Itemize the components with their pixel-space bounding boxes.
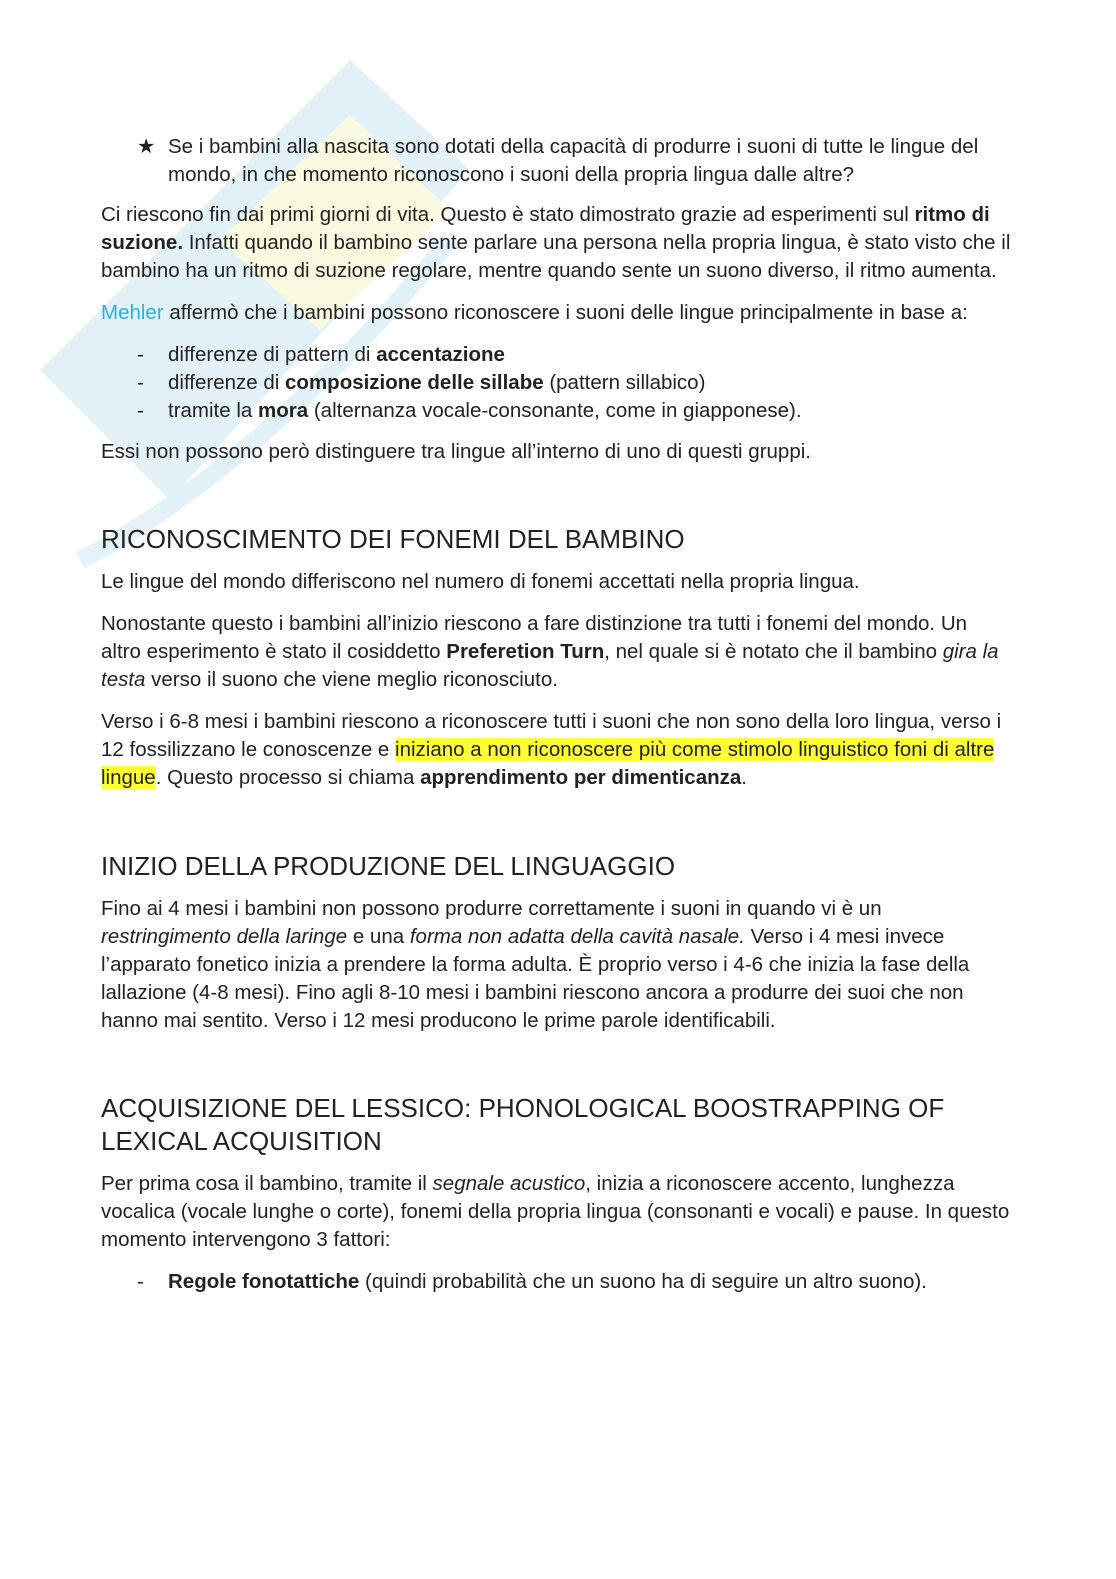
text-span: Fino ai 4 mesi i bambini non possono produrre correttamente i suoni in quando vi è un	[101, 897, 882, 920]
list-item	[101, 369, 1011, 397]
document-page	[101, 133, 1011, 1309]
section-heading: ACQUISIZIONE DEL LESSICO: PHONOLOGICAL BOOSTRAPPING OF LEXICAL ACQUISITION	[101, 1093, 945, 1156]
dash-marker: -	[137, 343, 144, 366]
text-span: (alternanza vocale-consonante, come in giapponese).	[308, 399, 802, 422]
bold-term: composizione delle sillabe	[285, 371, 544, 394]
text-span: affermò che i bambini possono riconoscere i suoni delle lingue principalmente in base a:	[163, 301, 968, 324]
italic-term: restringimento della laringe	[101, 925, 348, 948]
list-item	[101, 397, 1011, 425]
text-span: tramite la	[168, 399, 258, 422]
paragraph	[101, 708, 1011, 792]
paragraph: Le lingue del mondo differiscono nel numero di fonemi accettati nella propria lingua.	[101, 570, 860, 593]
text-span: Verso i 6-8 mesi i bambini riescono a riconoscere tutti i suoni che non sono della loro lingua, verso i 12 fossilizzano le conoscenze e	[101, 710, 1002, 761]
bold-term: ritmo di suzione.	[101, 203, 990, 254]
text-span: (quindi probabilità che un suono ha di seguire un altro suono).	[359, 1270, 927, 1293]
text-span: verso il suono che viene meglio riconosciuto.	[145, 668, 558, 691]
highlighted-text: iniziano a non riconoscere più come stimolo linguistico foni di altre lingue	[101, 738, 995, 789]
question-list	[101, 133, 1011, 189]
paragraph	[101, 610, 1011, 694]
text-span: e una	[347, 925, 410, 948]
bullet-list	[101, 1268, 1011, 1296]
bullet-list	[101, 341, 1011, 425]
paragraph: Essi non possono però distinguere tra lingue all’interno di uno di questi gruppi.	[101, 440, 811, 463]
list-item	[101, 1268, 1011, 1296]
italic-term: gira la testa	[101, 640, 999, 691]
text-span: , nel quale si è notato che il bambino	[604, 640, 943, 663]
bold-term: Regole fonotattiche	[168, 1270, 360, 1293]
italic-term: forma non adatta della cavità nasale.	[409, 925, 745, 948]
paragraph	[101, 299, 1011, 327]
star-icon: ★	[137, 135, 156, 158]
list-item	[101, 133, 1011, 189]
list-item	[101, 341, 1011, 369]
text-span: Nonostante questo i bambini all’inizio riescono a fare distinzione tra tutti i fonemi del mondo. Un altro esperimento è stato il cosiddetto	[101, 612, 968, 663]
section-heading: INIZIO DELLA PRODUZIONE DEL LINGUAGGIO	[101, 851, 676, 881]
bold-term: mora	[258, 399, 309, 422]
bold-term: Preferetion Turn	[446, 640, 605, 663]
paragraph	[101, 1170, 1011, 1254]
text-span: differenze di pattern di	[168, 343, 377, 366]
text-span: (pattern sillabico)	[543, 371, 706, 394]
dash-marker: -	[137, 399, 144, 422]
bold-term: apprendimento per dimenticanza	[420, 766, 742, 789]
paragraph	[101, 201, 1011, 285]
text-span: Ci riescono fin dai primi giorni di vita. Questo è stato dimostrato grazie ad esperimenti sul	[101, 203, 915, 226]
section-heading: RICONOSCIMENTO DEI FONEMI DEL BAMBINO	[101, 524, 685, 554]
dash-marker: -	[137, 1270, 144, 1293]
list-item-text: Se i bambini alla nascita sono dotati della capacità di produrre i suoni di tutte le lingue del mondo, in che momento riconoscono i suoni della propria lingua dalle altre?	[168, 135, 979, 186]
text-span: Verso i 4 mesi invece l’apparato fonetico inizia a prendere la forma adulta. È proprio verso i 4-6 che inizia la fase della lallazione (4-8 mesi). Fino agli 8-10 mesi i bambini riescono ancora a produrre dei suoi che non hanno mai sentito. Verso i 12 mesi producono le prime parole identificabili.	[101, 925, 970, 1032]
text-span: Infatti quando il bambino sente parlare una persona nella propria lingua, è stato visto che il bambino ha un ritmo di suzione regolare, mentre quando sente un suono diverso, il ritmo aumenta.	[101, 231, 1011, 282]
text-span: Per prima cosa il bambino, tramite il	[101, 1172, 433, 1195]
mehler-link[interactable]: Mehler	[101, 301, 164, 324]
dash-marker: -	[137, 371, 144, 394]
text-span: .	[741, 766, 747, 789]
paragraph	[101, 895, 1011, 1035]
text-span: differenze di	[168, 371, 286, 394]
italic-term: segnale acustico	[432, 1172, 586, 1195]
text-span: . Questo processo si chiama	[155, 766, 421, 789]
text-span: , inizia a riconoscere accento, lunghezza vocalica (vocale lunghe o corte), fonemi della propria lingua (consonanti e vocali) e pause. In questo momento intervengono 3 fattori:	[101, 1172, 1010, 1251]
bold-term: accentazione	[376, 343, 505, 366]
